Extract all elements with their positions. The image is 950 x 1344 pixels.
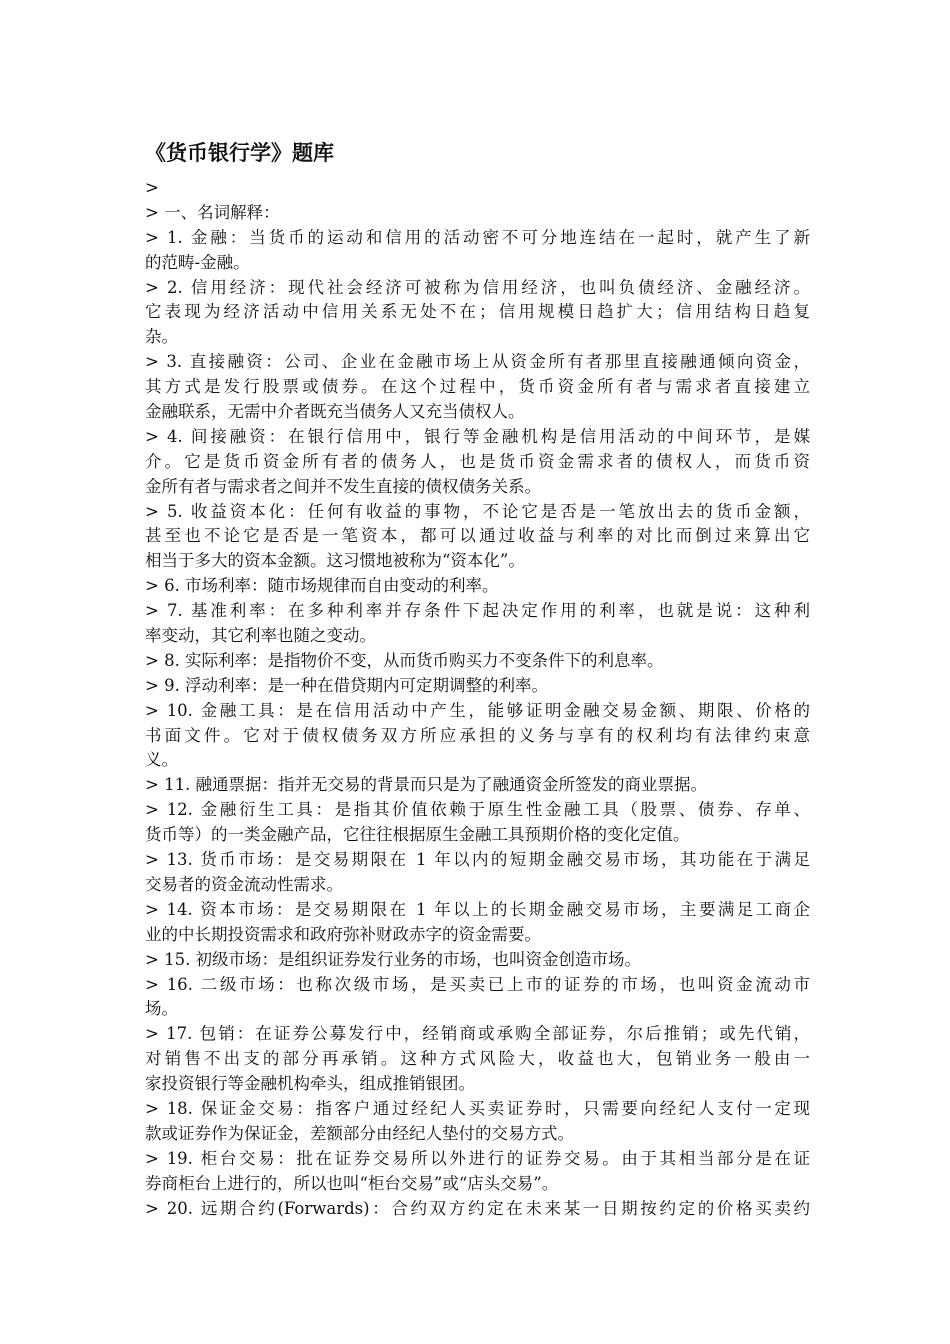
text-line: 它表现为经济活动中信用关系无处不在；信用规模日趋扩大；信用结构日趋复 <box>145 302 810 322</box>
text-line: > 2. 信用经济：现代社会经济可被称为信用经济，也叫负债经济、金融经济。 <box>145 277 810 297</box>
text-line: 交易者的资金流动性需求。 <box>145 874 343 894</box>
text-line: > 1. 金融：当货币的运动和信用的活动密不可分地连结在一起时，就产生了新 <box>145 227 810 247</box>
text-line: 其方式是发行股票或债券。在这个过程中，货币资金所有者与需求者直接建立 <box>145 377 810 397</box>
text-line: > 12. 金融衍生工具：是指其价值依赖于原生性金融工具（股票、债券、存单、 <box>145 800 810 820</box>
document-body <box>145 176 810 1221</box>
text-line: 的范畴-金融。 <box>145 252 250 272</box>
text-line: 甚至也不论它是否是一笔资本，都可以通过收益与利率的对比而倒过来算出它 <box>145 526 810 546</box>
text-line: 相当于多大的资本金额。这习惯地被称为“资本化”。 <box>145 551 525 571</box>
text-line: > 20. 远期合约(Forwards)：合约双方约定在未来某一日期按约定的价格买卖约 <box>145 1198 810 1218</box>
text-line: 货币等）的一类金融产品，它往往根据原生金融工具预期价格的变化定值。 <box>145 825 690 845</box>
text-line: > 19. 柜台交易：批在证券交易所以外进行的证券交易。由于其相当部分是在证 <box>145 1148 810 1168</box>
text-line: > 9. 浮动利率：是一种在借贷期内可定期调整的利率。 <box>145 675 549 695</box>
text-line: > 5. 收益资本化：任何有收益的事物，不论它是否是一笔放出去的货币金额， <box>145 501 810 521</box>
text-line: > 6. 市场利率：随市场规律而自由变动的利率。 <box>145 576 499 596</box>
text-line: > 16. 二级市场：也称次级市场，是买卖已上市的证券的市场，也叫资金流动市 <box>145 974 810 994</box>
text-line: > 一、名词解释： <box>145 202 280 222</box>
text-line: > 17. 包销：在证券公募发行中，经销商或承购全部证券，尔后推销；或先代销， <box>145 1024 810 1044</box>
text-line: 介。它是货币资金所有者的债务人，也是货币资金需求者的债权人，而货币资 <box>145 451 810 471</box>
text-line: > 15. 初级市场：是组织证券发行业务的市场，也叫资金创造市场。 <box>145 949 642 969</box>
text-line: > 3. 直接融资：公司、企业在金融市场上从资金所有者那里直接融通倾向资金， <box>145 352 810 372</box>
text-line: 义。 <box>145 750 178 770</box>
text-line: > 10. 金融工具：是在信用活动中产生，能够证明金融交易金额、期限、价格的 <box>145 700 810 720</box>
text-line: 率变动，其它利率也随之变动。 <box>145 626 376 646</box>
text-line: > <box>145 178 159 197</box>
text-line: 书面文件。它对于债权债务双方所应承担的义务与享有的权利均有法律约束意 <box>145 725 810 745</box>
document-title: 《货币银行学》题库 <box>145 141 334 165</box>
text-line: > 13. 货币市场：是交易期限在 1 年以内的短期金融交易市场，其功能在于满足 <box>145 850 810 870</box>
text-line: > 14. 资本市场：是交易期限在 1 年以上的长期金融交易市场，主要满足工商企 <box>145 899 810 919</box>
document-page <box>145 138 810 1221</box>
text-line: 业的中长期投资需求和政府弥补财政赤字的资金需要。 <box>145 924 541 944</box>
text-line: 金所有者与需求者之间并不发生直接的债权债务关系。 <box>145 476 541 496</box>
text-line: > 7. 基准利率：在多种利率并存条件下起决定作用的利率，也就是说：这种利 <box>145 601 810 621</box>
text-line: 杂。 <box>145 327 178 347</box>
text-line: > 11. 融通票据：指并无交易的背景而只是为了融通资金所签发的商业票据。 <box>145 775 708 795</box>
text-line: > 8. 实际利率：是指物价不变，从而货币购买力不变条件下的利息率。 <box>145 650 664 670</box>
text-line: 款或证券作为保证金，差额部分由经纪人垫付的交易方式。 <box>145 1123 574 1143</box>
text-line: 家投资银行等金融机构牵头，组成推销银团。 <box>145 1074 475 1094</box>
text-line: 场。 <box>145 999 178 1019</box>
text-line: 金融联系，无需中介者既充当债务人又充当债权人。 <box>145 402 525 422</box>
text-line: > 4. 间接融资：在银行信用中，银行等金融机构是信用活动的中间环节，是媒 <box>145 426 810 446</box>
text-line: > 18. 保证金交易：指客户通过经纪人买卖证券时，只需要向经纪人支付一定现 <box>145 1098 810 1118</box>
text-line: 对销售不出支的部分再承销。这种方式风险大，收益也大，包销业务一般由一 <box>145 1049 810 1069</box>
text-line: 券商柜台上进行的，所以也叫“柜台交易”或“店头交易”。 <box>145 1173 559 1193</box>
